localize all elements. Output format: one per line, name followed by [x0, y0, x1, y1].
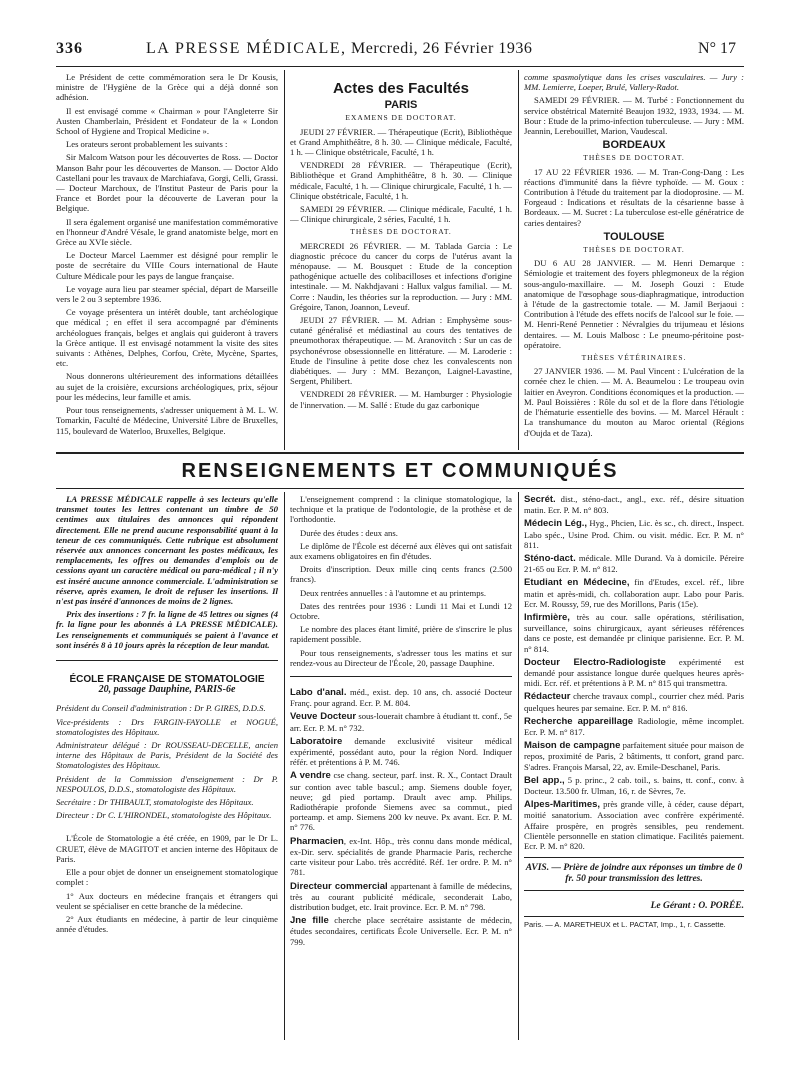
staff-entry: Administrateur délégué : Dr ROUSSEAU-DECELLE, ancien interne des Hôpitaux de Paris, Président de la Société des Stomatologistes des Hôpitaux. [56, 740, 278, 771]
article-paragraph: Il est envisagé comme « Chairman » pour l'Angleterre Sir Austen Chamberlain, Président et Fondateur de la « London School of Hygiene and Tropical Medicine ». [56, 105, 278, 137]
ad-body: cherche place secrétaire assistante de médecin, études secondaires, certificats École Universelle. Ecr. P. M. n° 799. [290, 915, 512, 947]
issue-date: Mercredi, 26 Février 1936 [351, 40, 533, 57]
ecole-paragraph: 2° Aux étudiants en médecine, à partir de leur cinquième année d'études. [56, 913, 278, 935]
column-divider [284, 70, 285, 450]
toulouse-theses: DU 6 AU 28 JANVIER. — M. Henri Demarque : Sémiologie et traitement des foyers phlegmoneux de la région sous-angulo-maxillaire. — M. Joseph Gouzi : Etude anatomique de l'œsophage sous-diaphragmatique, introduction à l'étude de la gastrectomie totale. — M. Jamil Berjaoui : Contribution à l'étude des effets nocifs de l'alcool sur le foie. — M. Henri-René Pennetier : Névralgies du trijumeau et lésions dentaires. — M. Louis Malbosc : Le pneumo-péritoine post-opératoire. [524, 258, 744, 350]
article-paragraph: Sir Malcom Watson pour les découvertes de Ross. — Doctor Manson Bahr pour les découvertes de Manson. — Doctor Aldo Castellani pour les travaux de Marchiafava, Gorgi, Celli, Grassi. — Docteur Marchoux, de l'Institut Pasteur de Paris pour la France et Bordet pour la découverte de Laveran pour la Belgique. [56, 152, 278, 214]
ad-heading: Laboratoire [290, 735, 343, 747]
classified-ad [524, 612, 744, 654]
article-paragraph: Le voyage aura lieu par steamer spécial, départ de Marseille vers le 2 ou 3 septembre 1936. [56, 283, 278, 305]
ecole-detail-paragraph: Droits d'inscription. Deux mille cinq cents francs (2.500 francs). [290, 564, 512, 585]
section-rule [56, 488, 744, 489]
ecole-description [56, 833, 278, 934]
ad-heading: Directeur commercial [290, 880, 388, 892]
column-divider [518, 492, 519, 1040]
subheading-veterinaires: THÈSES VÉTÉRINAIRES. [581, 353, 687, 363]
page-header [56, 40, 736, 64]
ecole-detail-paragraph: Le diplôme de l'École est décerné aux élèves qui ont satisfait aux examens obligatoires en fin d'études. [290, 540, 512, 562]
subheading-toulouse: THÈSES DE DOCTORAT. [583, 245, 685, 255]
article-paragraph: Ce voyage présentera un intérêt double, tant archéologique que médical ; en effet il sera accompagné par d'éminents archéologues français, belges et anglais qui guideront à travers la Grèce antique. Il est envisagé notamment la visite des sites suivants : Athènes, Delphes, Corfou, Crète, Mycène, Spartes, etc. [56, 307, 278, 369]
samedi-theses: SAMEDI 29 FÉVRIER. — M. Turbé : Fonctionnement du service obstétrical Maternité Beaujon 1932, 1933, 1934. — M. Bour : Etude de la primo-infection tuberculeuse. — Jury : MM. Jeannin, Lerebouillet, Marion, Vaudescal. [524, 95, 744, 137]
ecole-paragraph: L'École de Stomatologie a été créée, en 1909, par le Dr L. CRUET, élève de MAGITOT et ancien interne des Hôpitaux de Paris. [56, 833, 278, 864]
ad-heading: Médecin Lég., [524, 518, 588, 530]
classified-ad [290, 770, 512, 832]
ad-body: dist., sténo-dact., angl., exc. réf., désire situation matin. Ecr. P. M. n° 803. [524, 494, 744, 516]
staff-entry: Secrétaire : Dr THIBAULT, stomatologiste des Hôpitaux. [56, 797, 254, 808]
page-number: 336 [56, 40, 83, 57]
ad-heading: Docteur Electro-Radiologiste [524, 656, 666, 668]
lower-column-3 [524, 494, 744, 1054]
ad-body: près grande ville, à céder, cause départ, moitié sanatorium. Association avec confrère expérimenté. Affaire prospère, en progrès sensibles, peu rendement. Clientèle personnelle en station climatique. Facilités paiement. Ecr. P. M. n° 820. [524, 799, 744, 852]
ad-body: très au cour. salle opérations, stérilisation, surveillance, soins chirurgicaux, ayant sérieuses références dans ce poste, est demandée pr clinique parisienne. Ecr. P. M. n° 814. [524, 612, 744, 654]
header-rule [56, 66, 744, 67]
notice-paragraph: LA PRESSE MÉDICALE rappelle à ses lecteurs qu'elle transmet toutes les lettres contenant un timbre de 50 centimes aux titulaires des annonces qui répondent directement. Elle ne prend aucune responsabilité quant à la teneur de ces communiqués. Cette rubrique est absolument réservée aux annonces concernant les postes médicaux, les remplacements, les offres ou demandes d'emplois ou de cessions ayant un caractère médical ou para-médical ; il n'y est inséré aucune annonce commerciale. L'administration se réserve, après examen, le droit de refuser les insertions. Il n'est pas inséré d'annonces de moins de 2 lignes. [56, 494, 278, 607]
renseignements-title: RENSEIGNEMENTS ET COMMUNIQUÉS [181, 460, 619, 482]
upper-column-3 [524, 72, 744, 448]
ecole-detail-paragraph: Dates des rentrées pour 1936 : Lundi 11 Mai et Lundi 12 Octobre. [290, 600, 512, 622]
ad-heading: Jne fille [290, 915, 329, 927]
ad-body: Hyg., Phcien, Lic. ès sc., ch. direct., Inspect. Labo spéc., Usine Prod. Chim. ou visit. médic. Ecr. P. M. n° 811. [524, 518, 744, 550]
classified-ad [290, 736, 512, 768]
ecole-staff-list [56, 703, 278, 820]
printer-imprint: Paris. — A. MARETHEUX et L. PACTAT, Imp., 1, r. Cassette. [524, 916, 744, 930]
section-rule [56, 452, 744, 454]
bordeaux-theses: 17 AU 22 FÉVRIER 1936. — M. Tran-Cong-Dang : Les réactions d'immunité dans la fièvre typhoïde. — M. Goux : Contribution à l'étude du traitement par la diodoprosine. — M. Forgeaud : Indications et résultats de la césarienne basse à Bordeaux. — M. Sucret : La tuberculose est-elle génératrice de caries dentaires? [524, 166, 744, 228]
ad-body: , ex-Int. Hôp., très connu dans monde médical, ex-Dir. serv. spécialités de grande Pharmacie Paris, recherche carte visiteur pour Labo. très accrédité. Réf. 1er ordre. P. M. n° 781. [290, 835, 512, 878]
ad-body: 5 p. princ., 2 cab. toil., s. bains, tt. conf., conv. à Docteur. 13.500 fr. Ulman, 16, r. de Sèvres, 7e. [524, 774, 744, 797]
exam-entry: SAMEDI 29 FÉVRIER. — Clinique médicale, Faculté, 1 h. — Clinique chirurgicale, 2 séries, Faculté, 1 h. [290, 204, 512, 225]
thesis-entry: JEUDI 27 FÉVRIER. — M. Adrian : Emphysème sous-cutané généralisé et médiastinal au cours des tentatives de pneumothorax thérapeutique. — M. Aranovitch : Sur un cas de psychonévrose obsessionnelle en littérature. — M. Laroderie : Etude de l'insuline à petite dose chez les convalescents non diabétiques. — Jury : MM. Bezançon, Laignel-Lavastine, Sergent, Philibert. [290, 315, 512, 387]
pricing-paragraph: Prix des insertions : 7 fr. la ligne de 45 lettres ou signes (4 fr. la ligne pour les abonnés à LA PRESSE MÉDICALE). Les renseignements et communiqués se paient à l'avance et sont insérés 8 à 10 jours après la réception de leur mandat. [56, 609, 278, 650]
ad-body: parfaitement située pour maison de repos, proximité de Paris, 2 bâtiments, tt confort, grand parc. S'adres. François Marsal, 22, av. Emile-Deschanel, Paris. [524, 740, 744, 772]
column-divider [284, 492, 285, 1040]
journal-name: LA PRESSE MÉDICALE, [146, 40, 347, 57]
ecole-detail-paragraph: Pour tous renseignements, s'adresser tous les matins et sur rendez-vous au Directeur de l'École, 20, passage Dauphine. [290, 647, 512, 668]
ad-heading: Pharmacien [290, 835, 344, 847]
staff-entry: Président de la Commission d'enseignement : Dr P. NESPOULOS, D.D.S., stomatologiste des Hôpitaux. [56, 773, 278, 794]
ecole-detail-paragraph: Durée des études : deux ans. [300, 527, 398, 538]
lower-column-1 [56, 494, 278, 1040]
classified-ad [290, 836, 512, 878]
thesis-entry: VENDREDI 28 FÉVRIER. — M. Hamburger : Physiologie de l'innervation. — M. Sallé : Etude du gaz carbonique [290, 389, 512, 410]
theses-list [290, 241, 512, 410]
classified-ad [524, 657, 744, 689]
classified-ad [290, 687, 512, 708]
exam-entry: VENDREDI 28 FÉVRIER. — Thérapeutique (Ecrit), Bibliothèque et Grand Amphithéâtre, 8 h. 30. — Clinique médicale, Faculté, 1 h. — Clinique chirurgicale, Faculté, 1 h. — Clinique obstétricale, Faculté, 1 h. [290, 160, 512, 201]
ad-body: cherche travaux compl., courrier chez méd. Paris quelques heures par semaine. Ecr. P. M. n° 816. [524, 691, 744, 713]
ad-heading: Sténo-dact. [524, 553, 576, 565]
lower-column-2 [290, 494, 512, 1040]
ad-heading: Etudiant en Médecine, [524, 577, 630, 589]
avis-notice: AVIS. — Prière de joindre aux réponses un timbre de 0 fr. 50 pour transmission des lettres. [524, 857, 744, 891]
article-paragraph: Il sera également organisé une manifestation commémorative en l'honneur d'André Vésale, le grand anatomiste belge, mort en Grèce au XVIe siècle. [56, 216, 278, 248]
upper-column-2 [290, 72, 512, 448]
ecole-title: ÉCOLE FRANÇAISE DE STOMATOLOGIE [69, 674, 265, 686]
subheading-bordeaux: THÈSES DE DOCTORAT. [583, 153, 685, 163]
section-subtitle-toulouse: TOULOUSE [603, 230, 665, 243]
classified-ad [524, 775, 744, 796]
ad-heading: Alpes-Maritimes, [524, 799, 601, 811]
thesis-entry: MERCREDI 26 FÉVRIER. — M. Tablada Garcia : Le diagnostic précoce du cancer du corps de l'utérus avant la ménopause. — M. Bousquet : Etude de la conception pathogénique actuelle des colibacilloses et infections d'origine intestinale. — M. Nakhdjavani : Hallux valgus familial. — M. Corre : Naudin, les théories sur la reproduction. — Jury : MM. Grégoire, Tanon, Joannon, Leveuf. [290, 240, 512, 312]
column-divider [518, 70, 519, 450]
issue-number: N° 17 [698, 40, 736, 57]
journal-title [146, 40, 532, 58]
ad-heading: Recherche appareillage [524, 715, 634, 727]
ad-body: méd., exist. dep. 10 ans, ch. associé Docteur Franç. pour agrand. Ecr. P. M. 804. [290, 687, 512, 709]
section-title-actes: Actes des Facultés [333, 80, 469, 97]
ad-body: Radiologie, même incomplet. Ecr. P. M. n° 817. [524, 715, 744, 738]
ad-heading: Secrét. [524, 494, 556, 505]
paris-continued: comme spasmolytique dans les crises vasculaires. — Jury : MM. Lemierre, Loeper, Brulé, Vallery-Radot. [524, 72, 744, 93]
ad-body: demande exclusivité visiteur médical expérimenté, possédant auto, pour la région Nord. Indiquer référ. et prétentions à P. M. 746. [290, 735, 512, 768]
ad-heading: Bel app., [524, 774, 565, 786]
staff-entry: Président du Conseil d'administration : Dr P. GIRES, D.D.S. [56, 703, 266, 714]
ad-body: médicale. Mlle Durand. Va à domicile. Péreire 21-65 ou Ecr. P. M. n° 812. [524, 553, 744, 575]
classified-ad [290, 915, 512, 947]
ad-heading: A vendre [290, 770, 331, 782]
ad-body: expérimenté est demandé pour assistance longue durée quelques heures après-midi. Ecr. réf. et prétentions à P. M. n° 815 qui transmettra. [524, 656, 744, 689]
article-paragraph: Les orateurs seront probablement les suivants : [66, 139, 228, 150]
ad-body: appartenant à famille de médecins, très au courant publicité médicale, seconderait Labo, distribution budget, etc. Irait province. Ecr. P. M. n° 798. [290, 880, 512, 912]
classified-ads-1 [290, 687, 512, 947]
classified-ad [524, 518, 744, 550]
ad-heading: Infirmière, [524, 612, 570, 624]
ad-heading: Labo d'anal. [290, 687, 347, 699]
subheading-theses: THÈSES DE DOCTORAT. [350, 227, 452, 237]
classified-ad [524, 494, 744, 515]
classified-ad [290, 881, 512, 913]
staff-entry: Vice-présidents : Drs FARGIN-FAYOLLE et NOGUÉ, stomatologistes des Hôpitaux. [56, 716, 278, 737]
exam-list [290, 127, 512, 225]
ad-heading: Veuve Docteur [290, 711, 357, 723]
ad-body: cse chang. secteur, parf. inst. R. X., Contact Drault sur contion avec table bascul.; amp. Siemens double foyer, neuve; gd pied portamp. Drault avec amp. Philips. Radiothérapie profonde Siemens avec sa commut., pied porteamp. et amp. Siemens 200 kv neuve. Px avant. Ecr. P. M. n° 776. [290, 770, 512, 833]
ad-heading: Maison de campagne [524, 740, 621, 752]
classified-ad [524, 577, 744, 609]
exam-entry: JEUDI 27 FÉVRIER. — Thérapeutique (Ecrit), Bibliothèque et Grand Amphithéâtre, 8 h. 30. — Clinique médicale, Faculté, 1 h. — Clinique obstétricale, Faculté, 1 h. [290, 126, 512, 158]
ecole-details [290, 494, 512, 668]
article-paragraph: Pour tous renseignements, s'adresser uniquement à M. L. W. Tomarkin, Faculté de Médecine, Université Libre de Bruxelles, 115, boulevard de Waterloo, Bruxelles, Belgique. [56, 405, 278, 436]
staff-entry: Directeur : Dr C. L'HIRONDEL, stomatologiste des Hôpitaux. [56, 810, 272, 821]
subheading-examens: EXAMENS DE DOCTORAT. [345, 113, 457, 123]
article-paragraph: Le Docteur Marcel Laemmer est désigné pour remplir le poste de secrétaire du VIIIe Cours international de Haute Culture Médicale pour les pays de langue française. [56, 250, 278, 281]
ad-heading: Rédacteur [524, 691, 571, 703]
ecole-detail-paragraph: L'enseignement comprend : la clinique stomatologique, la technique et la pratique de l'odontologie, de la prothèse et de l'orthodontie. [290, 494, 512, 525]
classified-ad [524, 740, 744, 772]
gerant-signature: Le Gérant : O. PORÉE. [650, 901, 744, 912]
classified-ad [524, 691, 744, 712]
classified-ads-2 [524, 494, 744, 851]
ecole-detail-paragraph: Deux rentrées annuelles : à l'automne et au printemps. [300, 587, 487, 598]
article-paragraph: Le Président de cette commémoration sera le Dr Kousis, ministre de l'Hygiène de la Grèce qui a déjà donné son adhésion. [56, 72, 278, 103]
ecole-detail-paragraph: Le nombre des places étant limité, prière de s'inscrire le plus rapidement possible. [290, 624, 512, 645]
ecole-paragraph: 1° Aux docteurs en médecine français et étrangers qui veulent se spécialiser en cette branche de la médecine. [56, 890, 278, 911]
section-subtitle-paris: PARIS [384, 99, 418, 112]
classified-ad [524, 716, 744, 737]
ecole-paragraph: Elle a pour objet de donner un enseignement stomatologique complet : [56, 867, 278, 888]
ad-body: sous-louerait chambre à étudiant tt. conf., 5e arr. Ecr. P. M. n° 732. [290, 711, 512, 733]
ecole-address: 20, passage Dauphine, PARIS-6e [98, 684, 236, 696]
classified-ad [524, 799, 744, 851]
classified-ad [290, 711, 512, 732]
section-subtitle-bordeaux: BORDEAUX [602, 139, 666, 152]
upper-column-1 [56, 72, 278, 444]
classified-ad [524, 553, 744, 574]
ad-body: fin d'Etudes, excel. réf., libre matin et après-midi, ch. collaboration aupr. Labo pour Paris. Ecr. M. Roussy, 59, rue des Morillons, Paris (15e). [524, 577, 744, 609]
veterinary-theses: 27 JANVIER 1936. — M. Paul Vincent : L'ulcération de la cornée chez le chien. — M. A. Beaumelou : Le troupeau ovin laitier en Aveyron. Conditions économiques et la production. — M. Paul Boissières : Rôle du sol et de la flore dans l'étiologie de l'hématurie essentielle des bovins. — M. Marcel Hérault : La transhumance du mouton au Maroc oriental (Régions d'Oujda et de Taza). [524, 366, 744, 438]
article-paragraph: Nous donnerons ultérieurement des informations détaillées au sujet de la croisière, excursions archéologiques, prix, séjour pour les médecins, leur famille et amis. [56, 371, 278, 402]
